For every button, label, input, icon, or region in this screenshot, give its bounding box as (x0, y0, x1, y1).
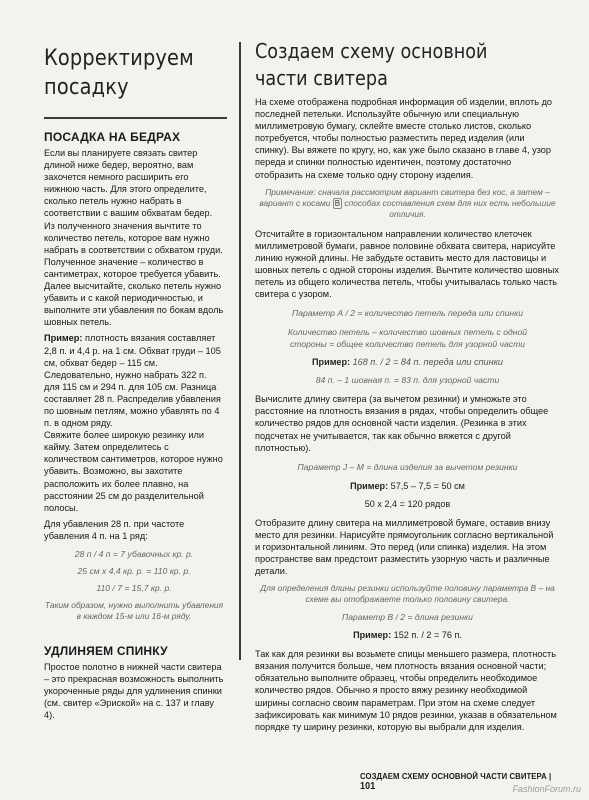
page-number: 101 (360, 781, 376, 792)
paragraph: Свяжите более широкую резинку или кайму. Затем определитесь с количеством сантиметров, которое нужно убавить. Возможно, вы захотите расположить их более плавно, на расстоянии 25 см до разделительной полосы. (44, 430, 223, 513)
paragraph: Если вы планируете связать свитер длиной ниже бедер, вероятно, вам захочется немного расширить его нижнюю часть. Для этого определите, сколько петель нужно набрать в соответствии с вашим обхватам бедер. Из полученного значения вычтите то количество петель, которое вам нужно набрать в соответствии с обхватом груди. Полученное значение – количество в сантиметрах, которое требуется убавить. Далее высчитайте, сколько петель нужно убавить и с какой периодичностью, и выполните эти убавления по бокам вдоль шовных петель. (44, 148, 224, 328)
paragraph (44, 332, 224, 429)
example-text: плотность вязания составляет 2,8 п. и 4,4 р. на 1 см. Обхват груди – 105 см, обхват бедер – 115 см. Следовательно, нужно набрать 322 п. для 115 см и 294 п. для 105 см. Разница составляет 28 п. Распределив убавления по шовным петлям, можно убавлять по 4 п. в одном ряду. (44, 333, 221, 429)
footer-section-title: СОЗДАЕМ СХЕМУ ОСНОВНОЙ ЧАСТИ СВИТЕРА (360, 771, 547, 781)
example-line (255, 356, 560, 368)
formula-note: Для определения длины резинки используйте половину параметра В – на схеме вы отображаете только половину свитера. (260, 583, 555, 605)
note-label: Примечание: (265, 186, 316, 197)
paragraph: Для убавления 28 п. при частоте убавления 4 п. на 1 ряд: (44, 518, 185, 541)
example-label: Пример: (350, 480, 389, 491)
footer-separator: | (549, 771, 552, 781)
formula: 25 см х 4,4 кр. р. = 110 кр. р. (77, 566, 191, 576)
example-label: Пример: (353, 630, 392, 641)
paragraph: Отобразите длину свитера на миллиметровой бумаге, оставив внизу место для резинки. Нарисуйте прямоугольник согласно вертикальной и горизонтальной линиям. Это перед (или спинка) изделия. На этом пространстве вам предстоит разместить узорную часть и различные детали. (255, 517, 554, 577)
column-divider (239, 42, 241, 660)
right-title: Создаем схему основной части свитера (255, 39, 488, 90)
formula: Количество петель – количество шовных петель с одной стороны = общее количество петель для узорной части (287, 327, 528, 350)
example-text: 152 п. / 2 = 76 п. (391, 630, 462, 641)
example-line: 50 х 2,4 = 120 рядов (364, 498, 451, 509)
formula: 28 п / 4 п = 7 убавочных кр. р. (74, 549, 194, 559)
note-mark: В (334, 198, 341, 208)
note-text: сначала рассмотрим вариант свитера без кос, а затем – вариант с косами (259, 186, 550, 208)
note-text: способах составления схем для них есть небольшие отличия. (342, 197, 556, 219)
section-heading-back: УДЛИНЯЕМ СПИНКУ (44, 644, 168, 658)
formula: 84 п. – 1 шовная п. = 83 п. для узорной части (315, 375, 500, 386)
example-text: 168 п. / 2 = 84 п. переда или спинки (350, 357, 503, 368)
example-line (255, 629, 560, 641)
paragraph: Вычислите длину свитера (за вычетом резинки) и умножьте это расстояние на плотность вязания в рядах, чтобы определить общее количество рядов для основной части изделия. (Резинка в этих подсчетах не учитывается, так как обычно вяжется с другой плотностью). (255, 394, 549, 453)
left-title: Корректируем посадку (44, 45, 194, 100)
paragraph: Отсчитайте в горизонтальном направлении количество клеточек миллиметровой бумаги, равное половине обхвата свитера, нарисуйте линию нужной длины. Не забудьте оставить место для ластовицы и шовных петель с одной стороны изделия. Вычтите количество шовных петель из общего количества петель, чтобы учитывалась только часть свитера с узором. (255, 228, 559, 300)
formula: Параметр А / 2 = количество петель переда или спинки (291, 308, 524, 319)
note (255, 187, 560, 220)
right-column (255, 38, 560, 733)
formula: Параметр В / 2 = длина резинки (342, 612, 473, 623)
formula: Параметр J – M = длина изделия за вычетом резинки (297, 461, 518, 472)
watermark: FashionForum.ru (512, 784, 581, 794)
paragraph: Простое полотно в нижней части свитера – это прекрасная возможность выполнить укороченные ряды для удлинения спинки (см. свитер «Эриской» на с. 137 и главу 4). (44, 662, 224, 721)
example-text: 57,5 – 7,5 = 50 см (388, 480, 465, 491)
paragraph: На схеме отображена подробная информация об изделии, вплоть до последней петельки. Используйте обычную или специальную миллиметровую бумагу, склейте вместе столько листов, сколько потребуется, чтобы полностью разместить перед изделия (или спинку). Вы вяжете по кругу, но, как уже было сказано в главе 4, узор переда и спинки полностью идентичен, поэтому достаточно отобразить на схеме только одну сторону изделия. (255, 97, 553, 180)
left-column (44, 44, 224, 721)
section-heading-hips: ПОСАДКА НА БЕДРАХ (44, 130, 181, 144)
example-label: Пример: (312, 357, 351, 368)
example-line (255, 480, 560, 492)
formula: 110 / 7 = 15,7 кр. р. (96, 583, 172, 593)
formula-note: Таким образом, нужно выполнить убавления в каждом 15-м или 16-м ряду. (44, 600, 224, 621)
example-label: Пример: (44, 333, 83, 344)
paragraph: Так как для резинки вы возьмете спицы меньшего размера, плотность вязания получится больше, чем плотность вязания основной части; обязательно выполните образец, чтобы определить необходимое количество рядов. Обычно я просто вяжу резинку необходимой ширины согласно своим параметрам. При этом на схеме следует зафиксировать как минимум 10 рядов резинки, указав в обязательном порядке ту ширину резинки, которую вы выбрали для изделия. (255, 649, 557, 732)
